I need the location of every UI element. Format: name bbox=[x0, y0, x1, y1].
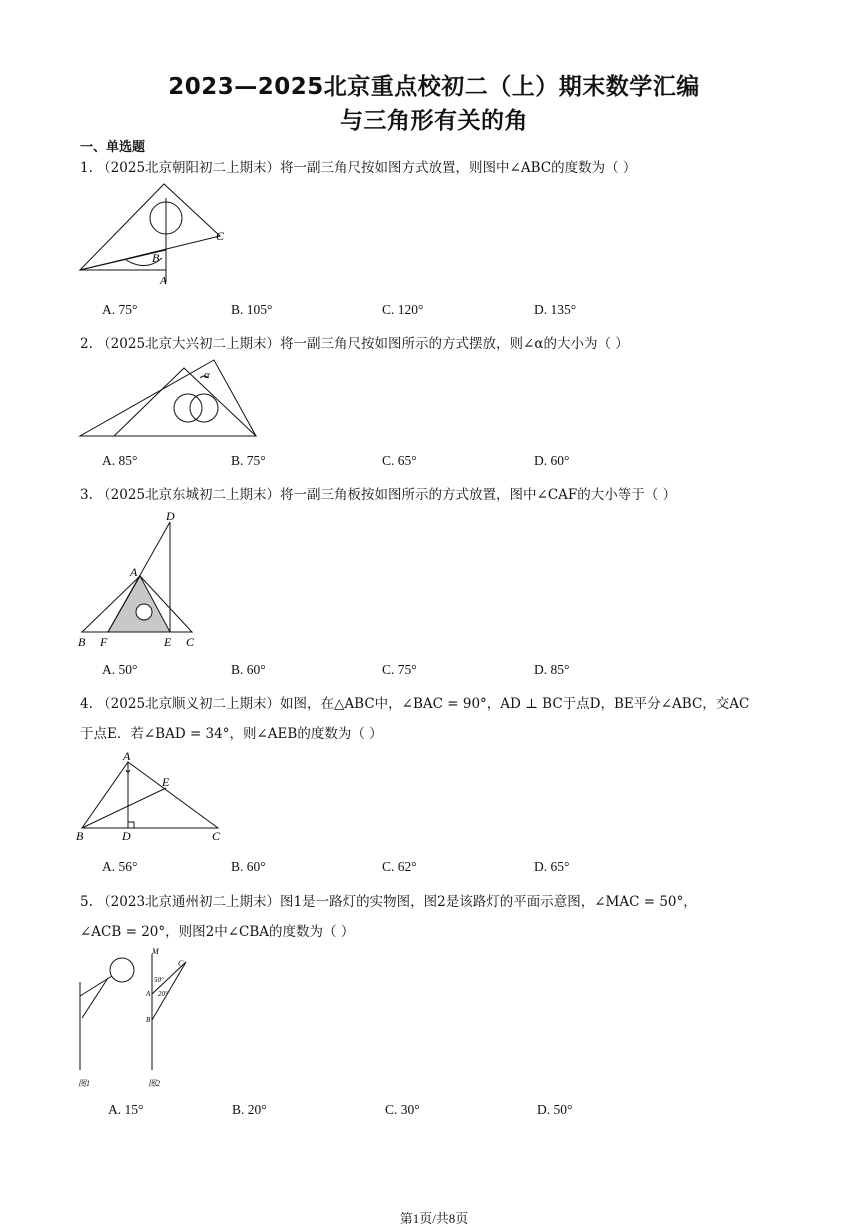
q3-option-b[interactable]: B. 60° bbox=[231, 662, 266, 677]
q1-label-a: A bbox=[160, 275, 167, 287]
q3-label-d: D bbox=[166, 509, 175, 523]
question-1-text: 1. （2025北京朝阳初二上期末）将一副三角尺按如图方式放置，则图中∠ABC的度数为（ ） bbox=[80, 160, 637, 176]
question-4-figure bbox=[74, 748, 230, 848]
q1-label-b: B bbox=[152, 251, 160, 265]
q5-option-a[interactable]: A. 15° bbox=[108, 1102, 144, 1117]
q5-label-fig2: 图2 bbox=[148, 1079, 160, 1088]
q4-label-e: E bbox=[162, 775, 170, 789]
question-5-text-line2: ∠ACB = 20°，则图2中∠CBA的度数为（ ） bbox=[80, 924, 355, 940]
q1-option-d[interactable]: D. 135° bbox=[534, 302, 577, 317]
q5-label-20: 20° bbox=[158, 990, 168, 998]
question-4-text-line2: 于点E．若∠BAD = 34°，则∠AEB的度数为（ ） bbox=[80, 726, 383, 742]
q3-option-c[interactable]: C. 75° bbox=[382, 662, 417, 677]
q4-label-d: D bbox=[122, 829, 131, 843]
q3-label-c: C bbox=[186, 635, 195, 649]
q5-option-b[interactable]: B. 20° bbox=[232, 1102, 267, 1117]
question-1-figure bbox=[76, 180, 236, 292]
question-5-figure bbox=[72, 946, 202, 1092]
q2-option-a[interactable]: A. 85° bbox=[102, 453, 138, 468]
q5-option-d[interactable]: D. 50° bbox=[537, 1102, 573, 1117]
question-5-text-line1: 5. （2023北京通州初二上期末）图1是一路灯的实物图，图2是该路灯的平面示意图，∠MAC = 50°， bbox=[80, 894, 697, 910]
q2-label-alpha: α bbox=[204, 369, 210, 381]
q1-label-c: C bbox=[216, 229, 225, 243]
q1-option-c[interactable]: C. 120° bbox=[382, 302, 424, 317]
question-3-text: 3. （2025北京东城初二上期末）将一副三角板按如图所示的方式放置，图中∠CAF的大小等于（ ） bbox=[80, 487, 677, 503]
q5-label-c: C bbox=[178, 959, 184, 968]
q5-label-50: 50° bbox=[154, 976, 164, 984]
q5-label-a: A bbox=[146, 990, 151, 998]
q2-option-b[interactable]: B. 75° bbox=[231, 453, 266, 468]
q5-label-b: B bbox=[146, 1016, 151, 1024]
q2-option-d[interactable]: D. 60° bbox=[534, 453, 570, 468]
question-2-figure bbox=[76, 356, 266, 446]
q3-option-a[interactable]: A. 50° bbox=[102, 662, 138, 677]
q3-label-e: E bbox=[164, 635, 172, 649]
q4-option-a[interactable]: A. 56° bbox=[102, 859, 138, 874]
q4-option-b[interactable]: B. 60° bbox=[231, 859, 266, 874]
question-3-figure bbox=[74, 508, 214, 654]
q3-label-a: A bbox=[130, 565, 138, 579]
q4-option-c[interactable]: C. 62° bbox=[382, 859, 417, 874]
q5-label-fig1: 图1 bbox=[78, 1079, 90, 1088]
question-2-text: 2. （2025北京大兴初二上期末）将一副三角尺按如图所示的方式摆放，则∠α的大小为（ ） bbox=[80, 336, 629, 352]
q3-label-f: F bbox=[100, 635, 108, 649]
document-title: 2023—2025北京重点校初二（上）期末数学汇编 bbox=[168, 74, 700, 100]
q2-option-c[interactable]: C. 65° bbox=[382, 453, 417, 468]
q1-option-a[interactable]: A. 75° bbox=[102, 302, 138, 317]
q3-label-b: B bbox=[78, 635, 86, 649]
q5-label-m: M bbox=[152, 947, 159, 956]
q4-label-a: A bbox=[123, 749, 131, 763]
q4-label-b: B bbox=[76, 829, 84, 843]
page-footer: 第1页/共8页 bbox=[399, 1211, 469, 1226]
q4-label-c: C bbox=[212, 829, 221, 843]
q3-option-d[interactable]: D. 85° bbox=[534, 662, 570, 677]
q1-option-b[interactable]: B. 105° bbox=[231, 302, 273, 317]
document-subtitle: 与三角形有关的角 bbox=[340, 108, 528, 134]
q4-option-d[interactable]: D. 65° bbox=[534, 859, 570, 874]
q5-option-c[interactable]: C. 30° bbox=[385, 1102, 420, 1117]
question-4-text-line1: 4. （2025北京顺义初二上期末）如图，在△ABC中，∠BAC = 90°，AD ⊥ BC于点D，BE平分∠ABC，交AC bbox=[80, 696, 750, 712]
section-heading: 一、单选题 bbox=[80, 140, 146, 155]
